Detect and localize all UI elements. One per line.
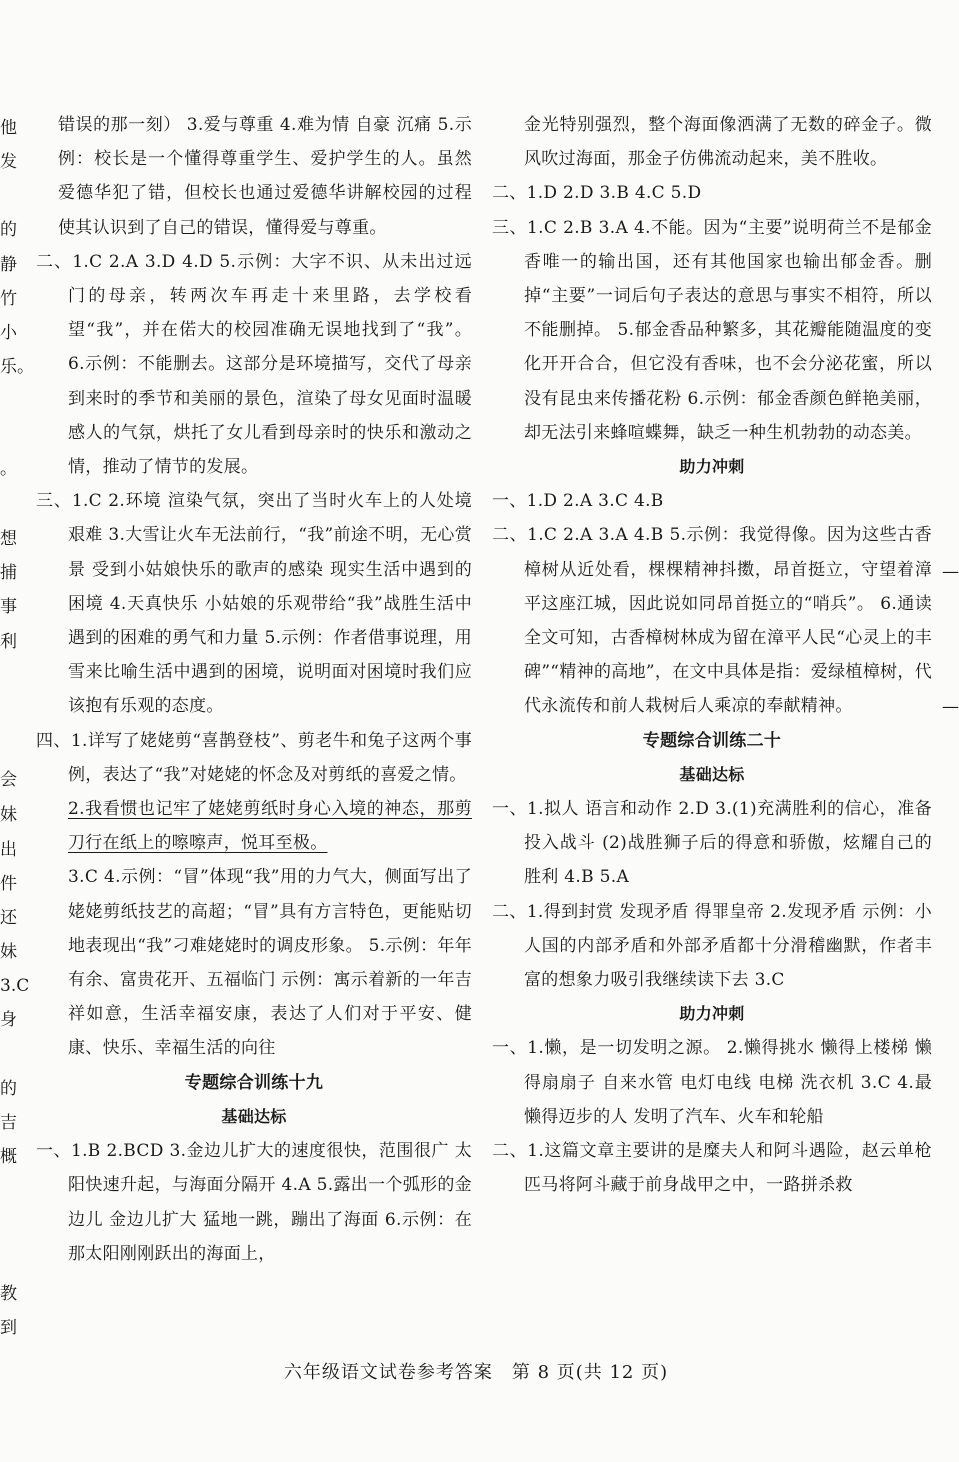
answer-block: 二、1.C 2.A 3.A 4.B 5.示例：我觉得像。因为这些古香樟树从近处看，棵棵精神抖擞，昂首挺立，守望着漳平这座江城，因此说如同昂首挺立的“哨兵”。 6.通读全文可知，古香樟树林成为留在漳平人民“心灵上的丰碑”“精神的高地”，在文中具体是指：爱绿植樟树，代代永流传和前人栽树后人乘凉的奉献精神。 — [492, 525, 932, 717]
edge-char: 想 — [0, 529, 17, 549]
section-title: 专题综合训练十九 — [184, 1072, 324, 1093]
edge-char: 出 — [0, 840, 17, 860]
edge-char: 他 — [0, 118, 17, 138]
edge-char: 的 — [0, 220, 17, 240]
underlined-answer: 2.我看惯也记牢了姥姥剪纸时身心入境的神态，那剪刀行在纸上的嚓嚓声，悦耳至极。 — [68, 799, 472, 854]
answer-block: 一、1.懒，是一切发明之源。 2.懒得挑水 懒得上楼梯 懒得扇扇子 自来水管 电灯电线 电梯 洗衣机 3.C 4.最懒得迈步的人 发明了汽车、火车和轮船 — [492, 1038, 932, 1127]
subsection-title: 助力冲刺 — [679, 457, 745, 477]
edge-char: 乐。 — [0, 357, 34, 377]
edge-char: 利 — [0, 632, 17, 652]
edge-char: 妹 — [0, 942, 17, 962]
edge-char: 吉 — [0, 1113, 17, 1133]
edge-char: 件 — [0, 874, 17, 894]
answer-block: 金光特别强烈，整个海面像洒满了无数的碎金子。微风吹过海面，那金子仿佛流动起来，美不胜收。 — [524, 115, 932, 170]
right-column — [492, 108, 932, 1203]
answer-block: 一、1.B 2.BCD 3.金边儿扩大的速度很快，范围很广 太阳快速升起，与海面分隔开 4.A 5.露出一个弧形的金边儿 金边儿扩大 猛地一跳，蹦出了海面 6.示例：在那太阳刚刚跃出的海面上， — [36, 1141, 472, 1264]
edge-char: 身 — [0, 1010, 17, 1030]
edge-char: 妹 — [0, 805, 17, 825]
edge-char: 3.C — [0, 976, 30, 996]
page-footer: 六年级语文试卷参考答案 第 8 页(共 12 页) — [283, 1362, 669, 1383]
edge-char: 发 — [0, 152, 17, 172]
answer-block: 三、1.C 2.环境 渲染气氛，突出了当时火车上的人处境艰难 3.大雪让火车无法前行，“我”前途不明，无心赏景 受到小姑娘快乐的歌声的感染 现实生活中遇到的困境 4.天真快乐 小姑娘的乐观带给“我”战胜生活中遇到的困难的勇气和力量 5.示例：作者借事说理，用雪来比喻生活中遇到的困境，说明面对困境时我们应该抱有乐观的态度。 — [36, 491, 472, 717]
edge-char: 。 — [0, 459, 17, 479]
edge-char: 到 — [0, 1318, 17, 1338]
edge-char: 小 — [0, 323, 17, 343]
edge-char: 概 — [0, 1147, 17, 1167]
right-edge-mark: — — [942, 697, 959, 717]
answer-block: 二、1.C 2.A 3.D 4.D 5.示例：大字不识、从未出过远门的母亲，转两次车再走十来里路，去学校看望“我”，并在偌大的校园准确无误地找到了“我”。 6.示例：不能删去。这部分是环境描写，交代了母亲到来时的季节和美丽的景色，渲染了母女见面时温暖感人的气氛，烘托了女儿看到母亲时的快乐和激动之情，推动了情节的发展。 — [36, 251, 472, 478]
answer-block: 一、1.D 2.A 3.C 4.B — [492, 491, 664, 512]
answer-block: 二、1.得到封赏 发现矛盾 得罪皇帝 2.发现矛盾 示例：小人国的内部矛盾和外部矛盾都十分滑稽幽默，作者丰富的想象力吸引我继续读下去 3.C — [492, 901, 932, 991]
subsection-title: 基础达标 — [679, 764, 745, 784]
answer-block: 3.C 4.示例：“冒”体现“我”用的力气大，侧面写出了姥姥剪纸技艺的高超；“冒”具有方言特色，更能贴切地表现出“我”刁难姥姥时的调皮形象。 5.示例：年年有余、富贵花开、五福临门 示例：寓示着新的一年吉祥如意，生活幸福安康，表达了人们对于平安、健康、快乐、幸福生活的向往 — [68, 867, 472, 1059]
subsection-title: 基础达标 — [221, 1106, 287, 1126]
section-title: 专题综合训练二十 — [642, 730, 782, 751]
answer-block: 二、1.D 2.D 3.B 4.C 5.D — [492, 183, 702, 204]
edge-char: 静 — [0, 255, 17, 275]
subsection-title: 助力冲刺 — [679, 1004, 745, 1024]
right-edge-mark: — — [942, 562, 959, 582]
answer-block: 一、1.拟人 语言和动作 2.D 3.(1)充满胜利的信心，准备投入战斗 (2)战胜狮子后的得意和骄傲，炫耀自己的胜利 4.B 5.A — [492, 799, 932, 888]
edge-char: 还 — [0, 908, 17, 928]
answer-block: 四、1.详写了姥姥剪“喜鹊登枝”、剪老牛和兔子这两个事例，表达了“我”对姥姥的怀念及对剪纸的喜爱之情。 — [36, 730, 472, 785]
answer-block: 三、1.C 2.B 3.A 4.不能。因为“主要”说明荷兰不是郁金香唯一的输出国，还有其他国家也输出郁金香。删掉“主要”一词后句子表达的意思与事实不相符，所以不能删掉。 5.郁金香品种繁多，其花瓣能随温度的变化开开合合，但它没有香味，也不会分泌花蜜，所以没有昆虫来传播花粉 6.示例：郁金香颜色鲜艳美丽，却无法引来蜂喧蝶舞，缺乏一种生机勃勃的动态美。 — [492, 217, 932, 443]
answer-block: 错误的那一刻） 3.爱与尊重 4.难为情 自豪 沉痛 5.示例：校长是一个懂得尊重学生、爱护学生的人。虽然爱德华犯了错，但校长也通过爱德华讲解校园的过程使其认识到了自己的错误，懂得爱与尊重。 — [58, 115, 472, 238]
edge-char: 会 — [0, 770, 17, 790]
left-column — [36, 108, 472, 1271]
edge-char: 竹 — [0, 289, 17, 309]
edge-char: 捕 — [0, 563, 17, 583]
answer-block: 二、1.这篇文章主要讲的是糜夫人和阿斗遇险，赵云单枪匹马将阿斗藏于前身战甲之中，一路拼杀救 — [492, 1141, 932, 1196]
edge-char: 的 — [0, 1079, 17, 1099]
edge-char: 事 — [0, 597, 17, 617]
edge-char: 教 — [0, 1284, 17, 1304]
